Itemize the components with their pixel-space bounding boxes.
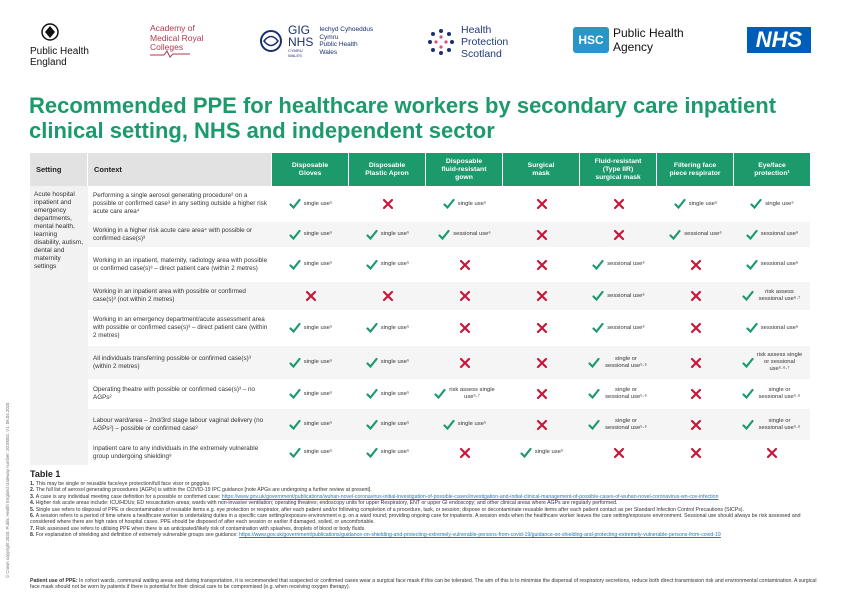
tick-icon xyxy=(742,419,754,431)
cross-icon xyxy=(690,388,702,400)
tick-icon xyxy=(588,357,600,369)
tick-icon xyxy=(366,388,378,400)
footnote-number: 8. xyxy=(30,532,36,539)
ppe-usage-label: single use⁵ xyxy=(765,200,794,207)
ppe-cell xyxy=(426,247,503,282)
tick-icon xyxy=(366,229,378,241)
ppe-usage-label: sessional use⁶ xyxy=(760,231,799,237)
ppe-cell xyxy=(580,247,657,282)
ppe-cell xyxy=(734,310,810,346)
ppe-cell xyxy=(657,379,734,409)
footnote-link[interactable]: https://www.gov.uk/government/publications/wuhan-novel-coronavirus-initial-investigation-of-possible-cases/investigation-and-initial-clinical-management-of-possible-cases-of-wuhan-novel-coronavirus-wn-cov-infection xyxy=(221,493,719,500)
ppe-usage-label: risk assess single or sessional use⁵·⁶·⁷ xyxy=(756,352,803,372)
cross-icon xyxy=(613,229,625,241)
ppe-cell xyxy=(272,409,349,440)
ppe-cell xyxy=(349,310,426,346)
ppe-usage-label: single use⁵ xyxy=(380,390,410,397)
phe-logo-text: Public Health England xyxy=(30,46,89,68)
footnote-text: Risk assessed use refers to utilising PPE when there is an anticipated/likely risk of contamination with splashes, droplets of blood or body fluids. xyxy=(35,525,366,532)
ppe-cell xyxy=(657,310,734,346)
tick-icon xyxy=(674,198,686,210)
ppe-usage-label: single use⁵ xyxy=(380,359,410,365)
ppe-usage-label: sessional use⁶ xyxy=(684,231,722,237)
tick-icon xyxy=(289,388,301,400)
ppe-cell xyxy=(657,440,734,465)
ppe-cell xyxy=(349,247,426,282)
dragon-knot-icon xyxy=(258,28,284,54)
ppe-cell xyxy=(426,379,503,409)
tick-icon xyxy=(592,290,604,302)
ppe-cell xyxy=(580,440,657,465)
ppe-usage-label: risk assess single use⁵·⁷ xyxy=(449,387,495,400)
ppe-usage-label: single use⁵ xyxy=(380,449,410,455)
table-row xyxy=(88,282,810,310)
ppe-usage-label: single or sessional use⁵·⁶ xyxy=(605,417,647,431)
footnote-number: 7. xyxy=(30,525,36,532)
ppe-usage-label: single use⁵ xyxy=(688,200,718,207)
page-title: Recommended PPE for healthcare workers by secondary care inpatient clinical setting, NHS and independent sector xyxy=(29,93,777,143)
ppe-usage-label: single use⁵ xyxy=(380,261,410,267)
cross-icon xyxy=(536,198,548,210)
cross-icon xyxy=(690,259,702,271)
tick-icon xyxy=(289,447,301,459)
patient-use-text: In cohort wards, communal waiting areas and during transportation, it is recommended that suspected or confirmed cases wear a surgical face mask if this can be tolerated. The aim of this is to minimise the dispersal of respiratory secretions, reduce both direct transmission risk and environmental contamination. A surgical face mask should not be worn by patients if there is potential for their clinical care to be compromised (e.g. when receiving oxygen therapy). xyxy=(30,578,817,591)
footnote-text: For explanation of shielding and definition of extremely vulnerable groups see guidance: xyxy=(35,532,240,539)
cross-icon xyxy=(536,259,548,271)
crest-icon xyxy=(40,22,60,42)
ppe-cell xyxy=(734,186,810,222)
ppe-table xyxy=(30,153,810,465)
ppe-usage-label: single use⁵ xyxy=(303,324,333,331)
ppe-cell xyxy=(272,247,349,282)
tick-icon xyxy=(438,229,450,241)
context-cell: Operating theatre with possible or confirmed case(s)³ – no AGPs² xyxy=(93,386,256,401)
ppe-cell xyxy=(349,440,426,465)
tick-icon xyxy=(746,229,758,241)
hps-logo-text: Health Protection Scotland xyxy=(461,24,509,60)
table-row xyxy=(88,186,810,222)
ppe-cell xyxy=(503,310,580,346)
ppe-cell xyxy=(272,186,349,222)
table-caption: Table 1 xyxy=(30,469,61,479)
hsc-logo xyxy=(573,26,684,54)
ppe-cell xyxy=(349,409,426,440)
tick-icon xyxy=(750,198,762,210)
footnote xyxy=(30,532,820,538)
ppe-cell xyxy=(657,186,734,222)
tick-icon xyxy=(592,322,604,334)
phw-logo-big: GIG NHS xyxy=(288,23,314,49)
ppe-usage-label: single use⁵ xyxy=(534,449,564,455)
cross-icon xyxy=(459,357,471,369)
tick-icon xyxy=(366,447,378,459)
ppe-usage-label: sessional use⁶ xyxy=(607,292,645,299)
ppe-cell xyxy=(503,282,580,310)
tick-icon xyxy=(289,259,301,271)
hsc-logo-text: Public Health Agency xyxy=(613,26,684,54)
ppe-usage-label: single or sessional use⁵·⁶ xyxy=(758,417,801,431)
header-context: Context xyxy=(88,153,272,186)
header-gloves: Disposable Gloves xyxy=(272,153,349,186)
cross-icon xyxy=(536,229,548,241)
copyright-note: © Crown copyright 2020. Public Health England Gateway number: 2019002. V1. 06.04.2020 xyxy=(5,402,10,578)
context-cell: Working in an emergency department/acute assessment area with possible or confirmed case(s)³ – direct patient care (within 2 metres) xyxy=(93,316,268,339)
cross-icon xyxy=(536,388,548,400)
setting-cell: Acute hospital inpatient and emergency departments, mental health, learning disability, autism, dental and maternity settings xyxy=(30,186,88,465)
ppe-cell xyxy=(272,310,349,346)
ppe-cell xyxy=(426,186,503,222)
ppe-cell xyxy=(503,346,580,379)
footnote-link[interactable]: https://www.gov.uk/government/publications/guidance-on-shielding-and-protecting-extremely-vulnerable-persons-from-covid-19/guidance-on-shielding-and-protecting-extremely-vulnerable-persons-from-covid-19 xyxy=(239,532,721,539)
tick-icon xyxy=(289,322,301,334)
cross-icon xyxy=(536,419,548,431)
cross-icon xyxy=(690,322,702,334)
tick-icon xyxy=(669,229,681,241)
ppe-cell xyxy=(349,186,426,222)
ppe-cell xyxy=(272,346,349,379)
ppe-cell xyxy=(657,282,734,310)
ppe-cell xyxy=(272,222,349,247)
ppe-cell xyxy=(503,379,580,409)
ppe-cell xyxy=(349,379,426,409)
footnote-number: 2. xyxy=(30,487,36,494)
cross-icon xyxy=(459,290,471,302)
ppe-cell xyxy=(503,440,580,465)
footnote-text: Single use refers to disposal of PPE or decontamination of reusable items e.g. eye protection or respirator, after each patient and/or following completion of a procedure, task, or session; dispose or decontaminate reusable items after each patient contact as per Standard Infection Control Precautions (SICPs). xyxy=(35,506,744,513)
tick-icon xyxy=(289,357,301,369)
ppe-cell xyxy=(734,409,810,440)
ppe-usage-label: single use⁵ xyxy=(303,421,333,427)
tick-icon xyxy=(366,419,378,431)
tick-icon xyxy=(443,198,455,210)
cross-icon xyxy=(613,198,625,210)
tick-icon xyxy=(443,419,455,431)
context-cell: Inpatient care to any individuals in the extremely vulnerable group undergoing shielding⁸ xyxy=(93,444,259,460)
ppe-usage-label: single use⁵ xyxy=(303,231,333,237)
header-setting: Setting xyxy=(30,153,88,186)
footnote-number: 5. xyxy=(30,506,36,513)
tick-icon xyxy=(588,388,600,400)
cross-icon xyxy=(690,447,702,459)
heartbeat-icon xyxy=(150,50,190,58)
footnote-text: This may be single or reusable face/eye protection/full face visor or goggles. xyxy=(35,481,211,487)
cross-icon xyxy=(536,357,548,369)
table-header xyxy=(30,153,810,186)
tick-icon xyxy=(592,259,604,271)
context-cell: All individuals transferring possible or confirmed case(s)³ (within 2 metres) xyxy=(93,354,251,370)
tick-icon xyxy=(289,419,301,431)
ppe-cell xyxy=(349,282,426,310)
ppe-cell xyxy=(580,346,657,379)
ppe-cell xyxy=(657,222,734,247)
tick-icon xyxy=(742,290,754,302)
ppe-cell xyxy=(734,247,810,282)
context-cell: Working in an inpatient area with possible or confirmed case(s)³ (not within 2 metres) xyxy=(93,288,246,303)
ppe-usage-label: single or sessional use⁵·⁶ xyxy=(605,355,647,369)
ppe-cell xyxy=(657,409,734,440)
ppe-cell xyxy=(734,222,810,247)
cross-icon xyxy=(459,259,471,271)
footnote-number: 4. xyxy=(30,500,36,507)
cross-icon xyxy=(536,322,548,334)
ppe-usage-label: risk assess sessional use⁶·⁷ xyxy=(758,289,801,302)
ppe-usage-label: single use⁵ xyxy=(303,200,333,207)
ppe-cell xyxy=(426,409,503,440)
ppe-usage-label: single use⁵ xyxy=(303,390,333,397)
ppe-usage-label: single use⁵ xyxy=(380,231,410,237)
ppe-usage-label: single use⁵ xyxy=(457,421,487,427)
context-cell: Working in an inpatient, maternity, radiology area with possible or confirmed case(s)³ – direct patient care (within 2 metres) xyxy=(93,256,268,272)
ppe-usage-label: single or sessional use⁵·⁶ xyxy=(605,387,647,400)
amrc-logo-text: Academy of Medical Royal Colleges xyxy=(150,23,204,52)
ppe-cell xyxy=(580,186,657,222)
ppe-cell xyxy=(657,247,734,282)
ppe-usage-label: single or sessional use⁵·⁶ xyxy=(758,387,801,400)
ppe-cell xyxy=(580,222,657,247)
ppe-cell xyxy=(349,222,426,247)
tick-icon xyxy=(742,357,754,369)
ppe-cell xyxy=(734,440,810,465)
context-cell: Performing a single aerosol generating procedure² on a possible or confirmed case³ in any setting outside a higher risk acute care area⁴ xyxy=(93,192,267,215)
tick-icon xyxy=(520,447,532,459)
footnote-text: Higher risk acute areas include: ICU/HDUs; ED resuscitation areas; wards with non-invasive ventilation; operating theatres; endoscopy units for upper Respiratory, ENT or upper GI endoscopy; and other clinical areas where AGPs are regularly performed. xyxy=(35,500,618,507)
ppe-usage-label: single use⁵ xyxy=(303,359,333,365)
ppe-usage-label: sessional use⁶ xyxy=(760,324,799,331)
context-cell: Working in a higher risk acute care area⁴ with possible or confirmed case(s)³ xyxy=(93,226,253,242)
tick-icon xyxy=(289,229,301,241)
ppe-usage-label: sessional use⁶ xyxy=(607,261,645,267)
cross-icon xyxy=(536,290,548,302)
ppe-cell xyxy=(426,440,503,465)
footnotes xyxy=(30,481,820,539)
ppe-cell xyxy=(580,379,657,409)
phw-logo-text: Iechyd Cyhoeddus Cymru Public Health Wales xyxy=(319,26,374,56)
ppe-cell xyxy=(272,440,349,465)
cross-icon xyxy=(459,322,471,334)
ppe-cell xyxy=(580,282,657,310)
context-cell: Labour ward/area – 2nd/3rd stage labour vaginal delivery (no AGPs²) – possible or confirmed case³ xyxy=(93,416,264,432)
ppe-cell xyxy=(272,282,349,310)
tick-icon xyxy=(289,198,301,210)
patient-use-note xyxy=(30,578,820,591)
table-row xyxy=(88,379,810,409)
footnote xyxy=(30,513,820,526)
ppe-cell xyxy=(657,346,734,379)
cross-icon xyxy=(305,290,317,302)
cross-icon xyxy=(690,419,702,431)
table-row xyxy=(88,440,810,465)
ppe-cell xyxy=(426,222,503,247)
table-row xyxy=(88,346,810,379)
footnote-text: A case is any individual meeting case definition for a possible or confirmed case: xyxy=(35,493,222,500)
table-row xyxy=(88,247,810,282)
phw-logo-wales: CYMRU WALES xyxy=(288,48,303,58)
footnote-number: 3. xyxy=(30,493,36,500)
ppe-usage-label: sessional use⁶ xyxy=(453,231,491,237)
header-surgical-mask: Surgical mask xyxy=(503,153,580,186)
ppe-cell xyxy=(426,346,503,379)
ppe-usage-label: single use⁵ xyxy=(303,261,333,267)
nhs-logo: NHS xyxy=(747,27,811,53)
cross-icon xyxy=(459,447,471,459)
ppe-usage-label: sessional use⁶ xyxy=(760,261,799,267)
ppe-cell xyxy=(580,409,657,440)
footnote-number: 6. xyxy=(30,513,36,520)
footnote-text: The full list of aerosol generating procedures (AGPs) is within the COVID-19 IPC guidance [note APGs are undergoing a further review at present]. xyxy=(35,487,372,494)
phw-logo xyxy=(258,24,373,58)
patient-use-label: Patient use of PPE: xyxy=(30,578,78,584)
ppe-cell xyxy=(426,310,503,346)
tick-icon xyxy=(746,322,758,334)
cross-icon xyxy=(690,357,702,369)
ppe-cell xyxy=(503,222,580,247)
tick-icon xyxy=(588,419,600,431)
cross-icon xyxy=(690,290,702,302)
ppe-cell xyxy=(503,247,580,282)
footnote-text: A session refers to a period of time where a healthcare worker is undertaking duties in a specific care setting/exposure environment e.g. on a ward round; providing ongoing care for inpatients. A session ends when the healthcare worker leaves the care setting/exposure environment. Sessional use should always be risk assessed and considered where there are high rates of hospital cases. PPE should be disposed of after each session or earlier if damaged, soiled, or uncomfortable. xyxy=(30,513,801,526)
cross-icon xyxy=(766,447,778,459)
cross-icon xyxy=(382,198,394,210)
header-eye-protection: Eye/face protection¹ xyxy=(734,153,810,186)
ppe-cell xyxy=(426,282,503,310)
ppe-cell xyxy=(734,379,810,409)
tick-icon xyxy=(366,322,378,334)
cross-icon xyxy=(382,290,394,302)
tick-icon xyxy=(742,388,754,400)
footnote-number: 1. xyxy=(30,481,36,487)
ppe-usage-label: single use⁵ xyxy=(457,200,487,207)
ppe-cell xyxy=(503,409,580,440)
tick-icon xyxy=(366,259,378,271)
tick-icon xyxy=(434,388,446,400)
ppe-usage-label: single use⁵ xyxy=(303,449,333,455)
ppe-cell xyxy=(349,346,426,379)
header-respirator: Filtering face piece respirator xyxy=(657,153,734,186)
tick-icon xyxy=(746,259,758,271)
table-row xyxy=(88,310,810,346)
partner-logos xyxy=(0,0,843,78)
dots-circle-icon xyxy=(427,28,455,56)
ppe-cell xyxy=(734,346,810,379)
ppe-cell xyxy=(734,282,810,310)
ppe-cell xyxy=(503,186,580,222)
amrc-logo xyxy=(150,24,203,53)
hps-logo xyxy=(427,24,508,60)
ppe-usage-label: single use⁵ xyxy=(380,421,410,427)
ppe-cell xyxy=(580,310,657,346)
ppe-usage-label: sessional use⁶ xyxy=(607,324,645,331)
tick-icon xyxy=(366,357,378,369)
cross-icon xyxy=(613,447,625,459)
table-row xyxy=(88,222,810,247)
ppe-usage-label: single use⁵ xyxy=(380,324,410,331)
header-apron: Disposable Plastic Apron xyxy=(349,153,426,186)
hsc-logo-box: HSC xyxy=(573,27,609,53)
header-gown: Disposable fluid-resistant gown xyxy=(426,153,503,186)
header-fluid-resistant-mask: Fluid-resistant (Type IIR) surgical mask xyxy=(580,153,657,186)
table-row xyxy=(88,409,810,440)
ppe-cell xyxy=(272,379,349,409)
